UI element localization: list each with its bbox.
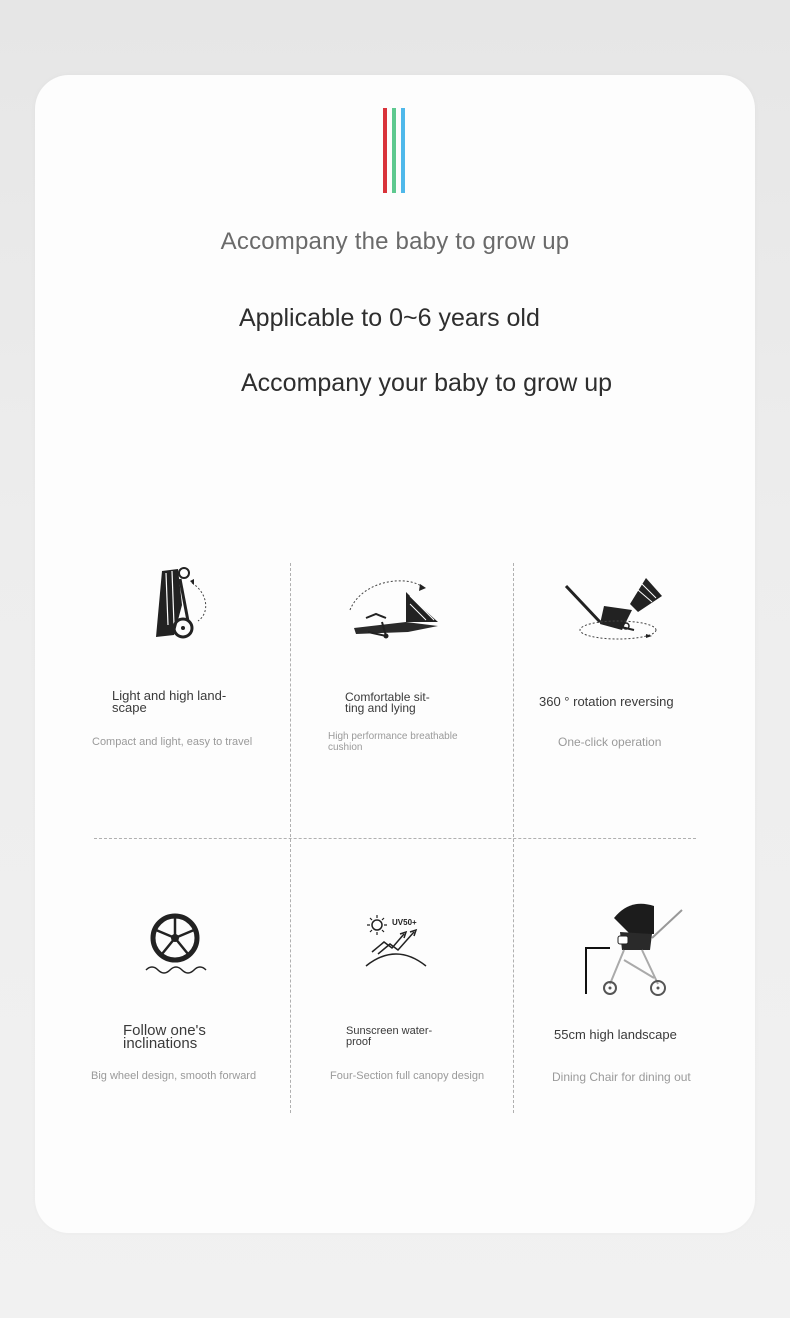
- grid-divider-horizontal: [94, 838, 696, 839]
- tagline-text: Accompany your baby to grow up: [241, 369, 613, 397]
- feature-title: Comfortable sit- ting and lying: [345, 690, 430, 715]
- green-stripe: [392, 108, 396, 193]
- big-wheel-icon: [142, 910, 208, 976]
- uv-label: UV50+: [392, 918, 417, 927]
- rotating-seat-icon: [560, 574, 666, 646]
- feature-desc: One-click operation: [558, 735, 662, 749]
- feature-title: Follow one's inclinations: [123, 1022, 206, 1052]
- folded-stroller-icon: [148, 565, 212, 645]
- feature-desc: Four-Section full canopy design: [330, 1070, 485, 1082]
- feature-desc: Dining Chair for dining out: [552, 1070, 691, 1084]
- feature-desc: High performance breathable cushion: [328, 731, 458, 753]
- blue-stripe: [401, 108, 405, 193]
- feature-desc: Big wheel design, smooth forward: [91, 1070, 257, 1082]
- age-range-text: Applicable to 0~6 years old: [239, 304, 540, 332]
- color-stripes-logo: [383, 108, 407, 193]
- feature-title: 55cm high landscape: [554, 1027, 677, 1042]
- feature-title: 360 ° rotation reversing: [539, 694, 674, 709]
- reclining-seat-icon: [346, 574, 446, 640]
- stroller-height-icon: [582, 898, 688, 998]
- feature-title: Light and high land- scape: [112, 688, 227, 715]
- feature-desc: Compact and light, easy to travel: [92, 736, 253, 748]
- feature-title: Sunscreen water- proof: [346, 1025, 433, 1048]
- page-title: Accompany the baby to grow up: [220, 228, 570, 255]
- red-stripe: [383, 108, 387, 193]
